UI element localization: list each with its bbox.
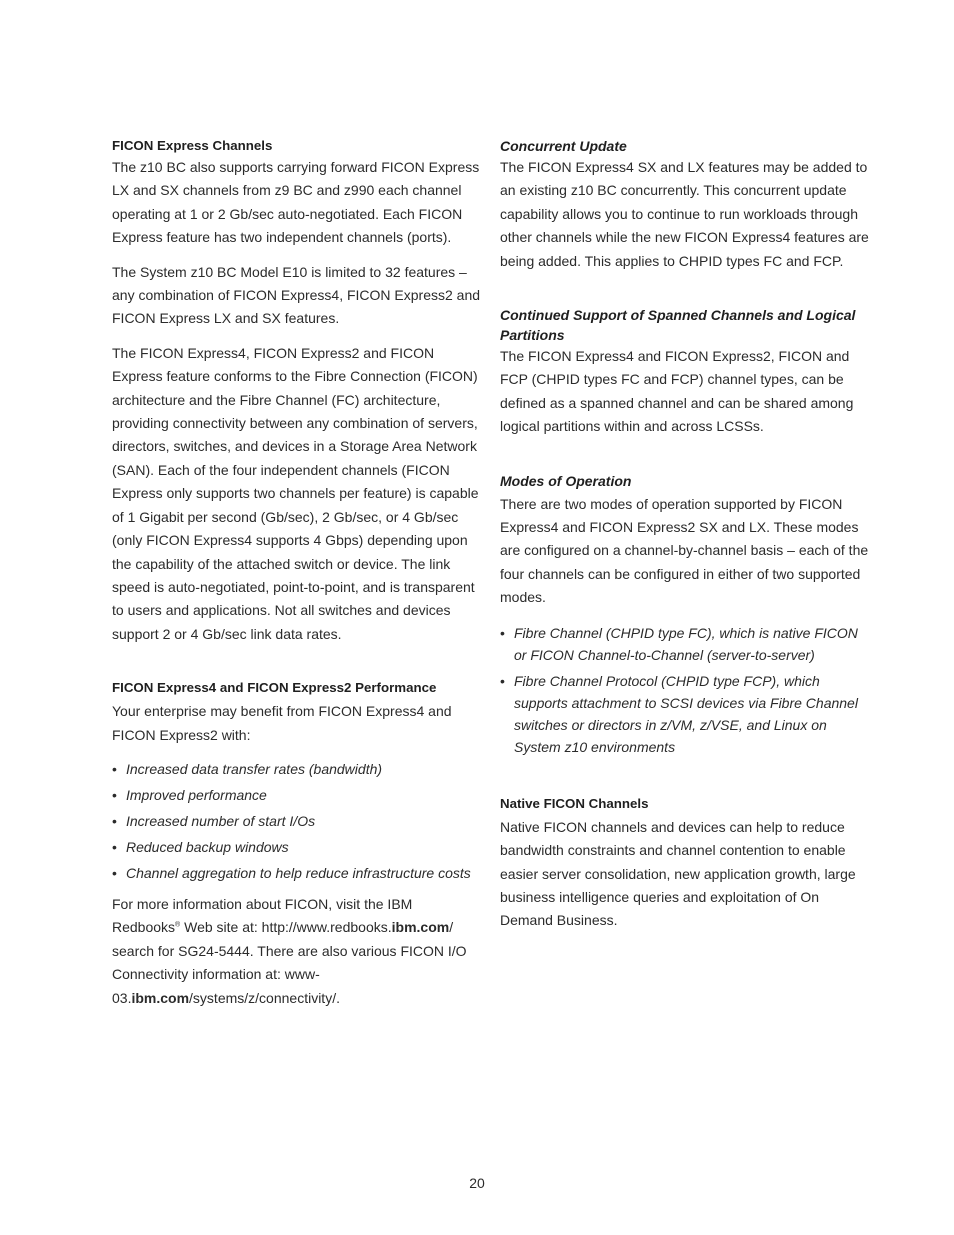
text: For more information about FICON, visit the IBM Redbooks [112, 895, 413, 936]
page-number: 20 [469, 1175, 485, 1191]
paragraph: Your enterprise may benefit from FICON Express4 and FICON Express2 with: [112, 703, 452, 743]
text: / search for SG24-5444. There are also various FICON I/O Connectivity information at: www-03. [112, 919, 467, 1006]
ibm-com-bold: ibm.com [391, 919, 450, 936]
heading-native-ficon-channels: Native FICON Channels [500, 795, 649, 811]
registered-mark: ® [175, 921, 181, 929]
heading-modes-of-operation: Modes of Operation [500, 472, 632, 489]
list-item: • Channel aggregation to help reduce infrastructure costs [112, 863, 484, 883]
list-item: • Increased number of start I/Os [112, 811, 484, 831]
paragraph: The FICON Express4 SX and LX features may be added to an existing z10 BC concurrently. This concurrent update capability allows you to continue to run workloads through other channels while the new FICON Express4 features are being added. This applies to CHPID types FC and FCP. [500, 159, 869, 269]
heading-ficon-express-channels: FICON Express Channels [112, 138, 273, 153]
ibm-com-bold: ibm.com [131, 989, 190, 1006]
paragraph: Native FICON channels and devices can help to reduce bandwidth constraints and channel contention to enable easier server consolidation, new application growth, large business intelligence queries and exploitation of On Demand Business. [500, 818, 856, 929]
right-column [500, 136, 872, 933]
list-item: • Increased data transfer rates (bandwidth) [112, 759, 484, 779]
heading-concurrent-update: Concurrent Update [500, 138, 627, 154]
list-item: • Reduced backup windows [112, 837, 484, 857]
heading-ficon-performance: FICON Express4 and FICON Express2 Performance [112, 680, 437, 696]
more-info-paragraph [112, 893, 484, 1010]
heading-spanned-channels: Continued Support of Spanned Channels and Logical Partitions [500, 307, 856, 344]
list-item: • Fibre Channel (CHPID type FC), which is native FICON or FICON Channel-to-Channel (server-to-server) [500, 622, 872, 666]
paragraph: The z10 BC also supports carrying forward FICON Express LX and SX channels from z9 BC and z990 each channel operating at 1 or 2 Gb/sec auto-negotiated. Each FICON Express feature has two independent channels (ports). [112, 159, 480, 246]
paragraph: The FICON Express4 and FICON Express2, FICON and FCP (CHPID types FC and FCP) channel types, can be defined as a spanned channel and can be shared among logical partitions within and across LCSSs. [500, 348, 854, 435]
list-item: • Improved performance [112, 785, 484, 805]
left-column [112, 136, 484, 1010]
modes-list [500, 622, 872, 758]
paragraph: There are two modes of operation supported by FICON Express4 and FICON Express2 SX and LX. These modes are configured on a channel-by-channel basis – each of the four channels can be configured in either of two supported modes. [500, 495, 869, 606]
benefits-list [112, 759, 484, 883]
text: /systems/z/connectivity/. [189, 989, 340, 1006]
list-item: • Fibre Channel Protocol (CHPID type FCP), which supports attachment to SCSI devices via Fibre Channel switches or directors in z/VM, z/VSE, and Linux on System z10 environments [500, 670, 872, 758]
paragraph: The FICON Express4, FICON Express2 and FICON Express feature conforms to the Fibre Connection (FICON) architecture and the Fibre Channel (FC) architecture, providing connectivity between any combination of servers, directors, switches, and devices in a Storage Area Network (SAN). Each of the four independent channels (FICON Express only supports two channels per feature) is capable of 1 Gigabit per second (Gb/sec), 2 Gb/sec, or 4 Gb/sec (only FICON Express4 supports 4 Gbps) depending upon the capability of the attached switch or device. The link speed is auto-negotiated, point-to-point, and is transparent to users and applications. Not all switches and devices support 2 or 4 Gb/sec link data rates. [112, 344, 479, 642]
paragraph: The System z10 BC Model E10 is limited to 32 features – any combination of FICON Express4, FICON Express2 and FICON Express LX and SX features. [112, 263, 481, 327]
text: Web site at: http://www.redbooks. [180, 919, 392, 936]
